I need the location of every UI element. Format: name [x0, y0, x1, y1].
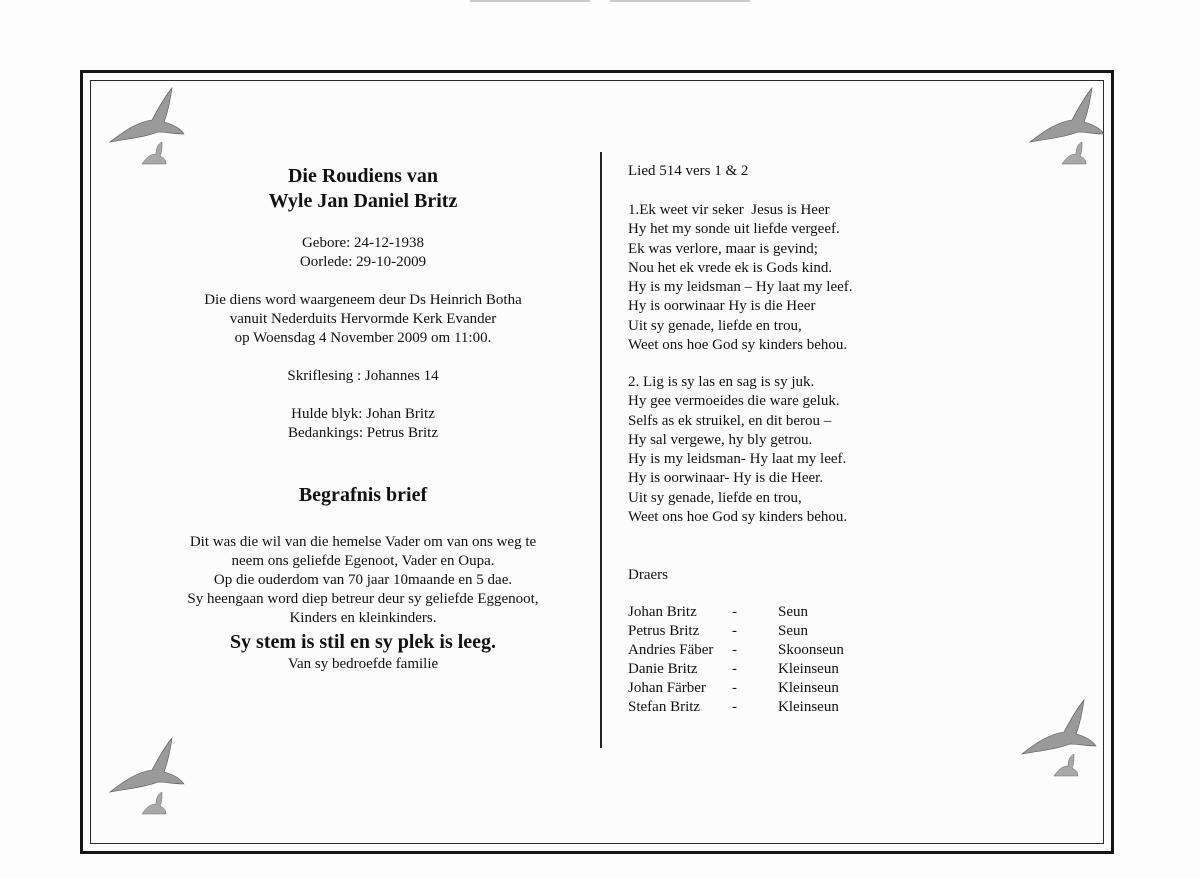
bearer-dash: - [732, 604, 737, 620]
letter-line: Op die ouderdom van 70 jaar 10maande en 5 dae. [213, 572, 513, 588]
bearer-relation: Kleinseun [778, 680, 839, 696]
letter-line: Sy heengaan word diep betreur deur sy geliefde Eggenoot, [187, 591, 539, 607]
bearer-name: Danie Britz [628, 661, 698, 677]
bearer-name: Stefan Britz [628, 699, 701, 715]
death-date: Oorlede: 29-10-2009 [299, 254, 427, 270]
verse-line: Hy is my leidsman- Hy laat my leef. [628, 451, 847, 468]
hymn-verse-2 [628, 373, 1088, 527]
thanks-line: Bedankings: Petrus Britz [288, 425, 438, 441]
verse-line: Ek was verlore, maar is gevind; [628, 240, 818, 257]
bearer-dash: - [732, 623, 737, 639]
verse-line: Hy sal vergewe, hy bly getrou. [628, 431, 813, 448]
service-title-line2: Wyle Jan Daniel Britz [268, 190, 458, 212]
bearers-heading: Draers [628, 567, 668, 583]
bearer-relation: Seun [778, 604, 808, 620]
dove-icon [100, 730, 190, 820]
letter-heading: Begrafnis brief [298, 484, 428, 506]
bearer-name: Petrus Britz [628, 623, 700, 639]
bearer-name: Johan Britz [628, 604, 697, 620]
verse-line: Uit sy genade, liefde en trou, [628, 489, 802, 506]
verse-line: Hy gee vermoeides die ware geluk. [628, 393, 840, 410]
letter-line: Dit was die wil van die hemelse Vader om van ons weg te [189, 534, 537, 550]
scan-mark [470, 0, 590, 2]
verse-line: Uit sy genade, liefde en trou, [628, 317, 802, 334]
scan-mark [610, 0, 750, 2]
scripture-reading: Skriflesing : Johannes 14 [287, 368, 439, 384]
hymn-verse-1 [628, 201, 1088, 355]
dove-icon [100, 80, 190, 170]
dove-large [1030, 88, 1104, 142]
bearer-dash: - [732, 661, 737, 677]
bearer-name: Johan Färber [628, 680, 706, 696]
verse-line: 2. Lig is sy las en sag is sy juk. [628, 374, 815, 390]
hymn-title: Lied 514 vers 1 & 2 [628, 163, 749, 179]
dove-large [110, 88, 184, 142]
verse-line: Selfs as ek struikel, en dit berou – [628, 412, 832, 429]
verse-line: Weet ons hoe God sy kinders behou. [628, 509, 848, 526]
birth-date: Gebore: 24-12-1938 [301, 235, 425, 251]
verse-line: Nou het ek vrede ek is Gods kind. [628, 259, 833, 276]
dove-icon [1012, 692, 1102, 782]
bearer-relation: Kleinseun [778, 699, 839, 715]
verse-line: Hy het my sonde uit liefde vergeef. [628, 221, 840, 238]
dove-small [1062, 142, 1086, 164]
verse-line: Hy is oorwinaar Hy is die Heer [628, 298, 816, 315]
family-signoff: Van sy bedroefde familie [287, 656, 439, 672]
bearer-relation: Seun [778, 623, 808, 639]
service-line: Die diens word waargeneem deur Ds Heinrich Botha [204, 292, 522, 308]
bearer-name: Andries Fäber [628, 642, 714, 658]
dove-small [1054, 754, 1078, 776]
verse-line: Weet ons hoe God sy kinders behou. [628, 337, 848, 354]
dove-large [110, 738, 184, 792]
bearer-dash: - [732, 680, 737, 696]
service-line: op Woensdag 4 November 2009 om 11:00. [234, 330, 492, 346]
letter-line: Kinders en kleinkinders. [289, 610, 437, 626]
bearer-relation: Skoonseun [778, 642, 844, 658]
tribute-line: Hulde blyk: Johan Britz [291, 406, 435, 422]
dove-icon [1020, 80, 1110, 170]
verse-line: 1.Ek weet vir seker Jesus is Heer [628, 202, 830, 218]
verse-line: Hy is oorwinaar- Hy is die Heer. [628, 470, 824, 487]
service-line: vanuit Nederduits Hervormde Kerk Evander [229, 311, 497, 327]
service-title-line1: Die Roudiens van [287, 165, 439, 187]
dove-small [142, 142, 166, 164]
dove-large [1022, 700, 1096, 754]
dove-small [142, 792, 166, 814]
verse-line: Hy is my leidsman – Hy laat my leef. [628, 279, 853, 296]
bearer-dash: - [732, 699, 737, 715]
bearer-relation: Kleinseun [778, 661, 839, 677]
memorial-quote: Sy stem is stil en sy plek is leeg. [229, 631, 497, 653]
letter-line: neem ons geliefde Egenoot, Vader en Oupa. [231, 553, 495, 569]
bearer-dash: - [732, 642, 737, 658]
